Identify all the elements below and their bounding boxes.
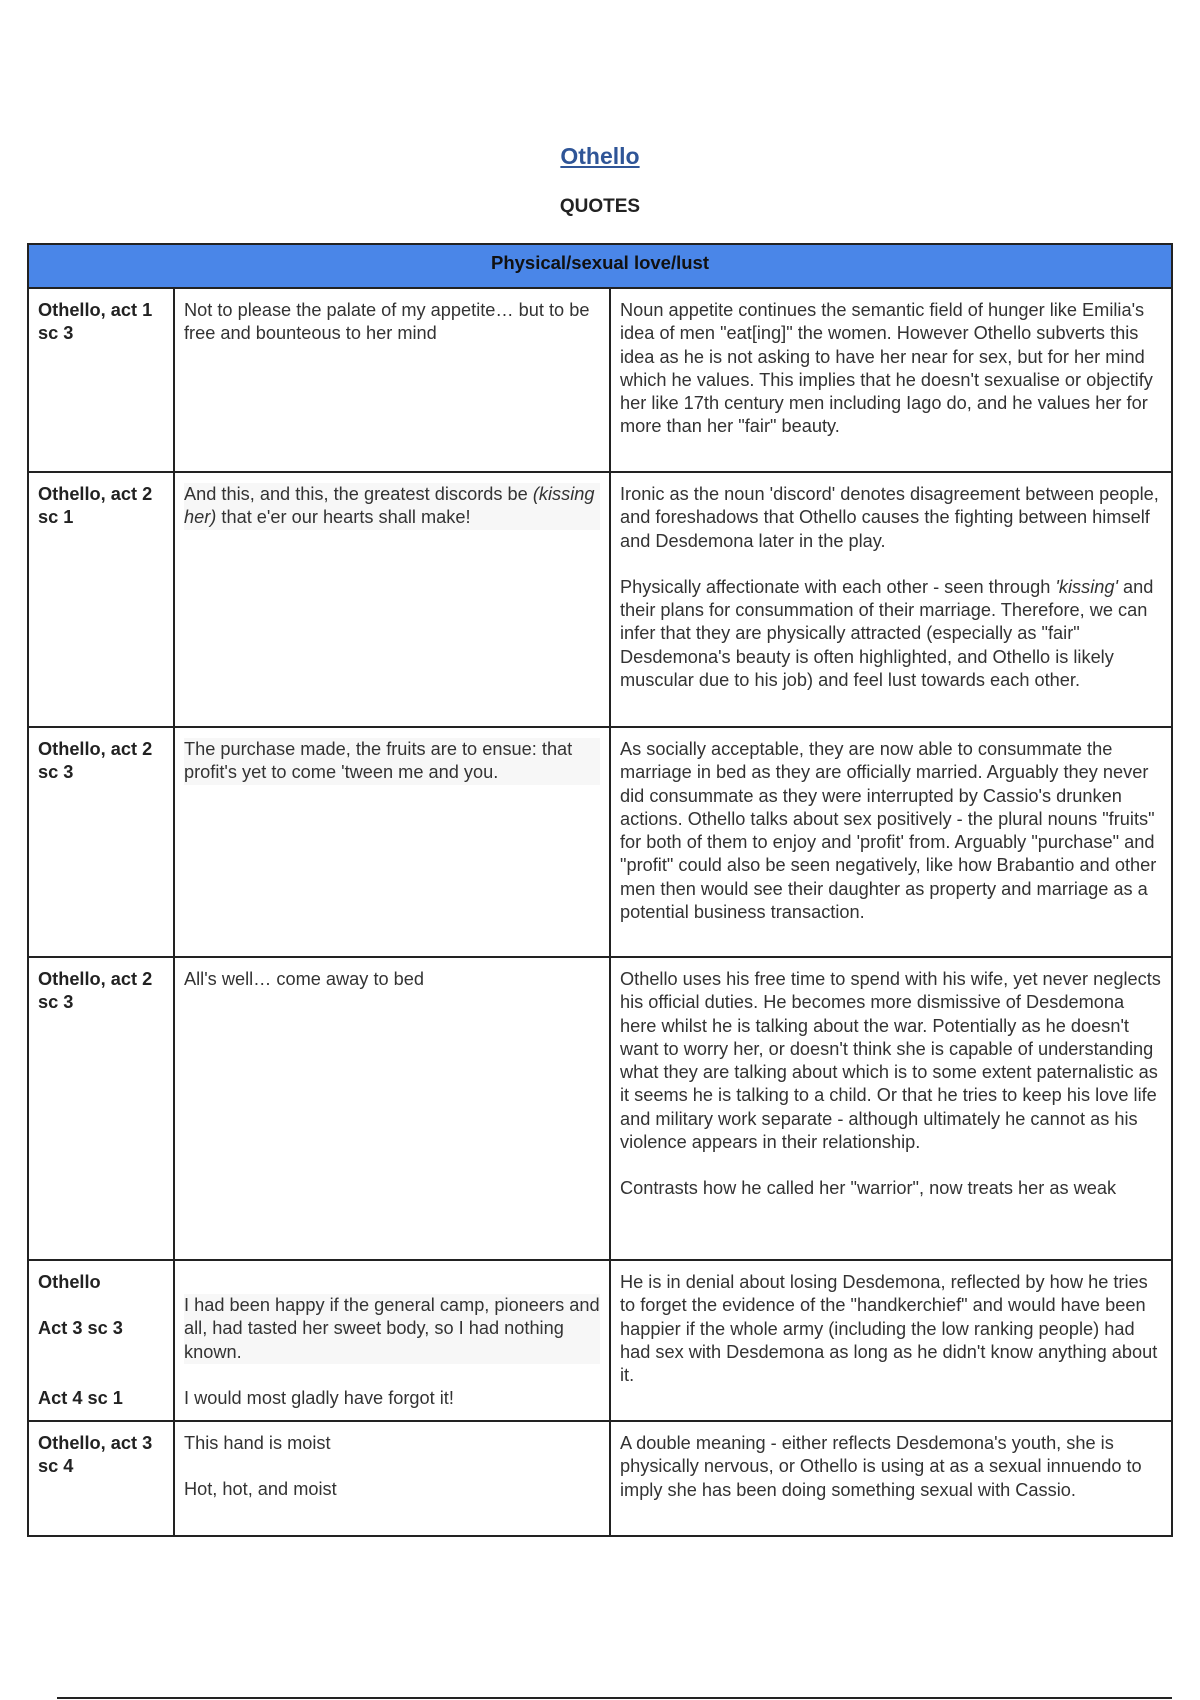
table-row (28, 288, 1172, 472)
quote-text: The purchase made, the fruits are to ensue: that profit's yet to come 'tween me and you. (184, 738, 600, 785)
table-header-row (28, 244, 1172, 288)
bottom-divider (57, 1697, 1172, 1699)
reference-cell (28, 1260, 174, 1421)
table-header: Physical/sexual love/lust (28, 244, 1172, 288)
reference-line: Othello (38, 1272, 101, 1292)
analysis-cell: Noun appetite continues the semantic field of hunger like Emilia's idea of men "eat[ing]" the women. However Othello subverts this idea as he is not asking to have her near for sex, but for her mind which he values. This implies that he doesn't sexualise or objectify her like 17th century men including Iago do, and he values her for more than her "fair" beauty. (610, 288, 1172, 472)
reference-cell: Othello, act 1 sc 3 (28, 288, 174, 472)
analysis-paragraph: Ironic as the noun 'discord' denotes disagreement between people, and foreshadows that Othello causes the fighting between himself and Desdemona later in the play. (620, 484, 1159, 551)
quote-cell (174, 472, 610, 727)
analysis-part: Physically affectionate with each other - seen through (620, 576, 1051, 597)
analysis-paragraph (620, 576, 1162, 692)
reference-cell: Othello, act 3 sc 4 (28, 1421, 174, 1536)
quote-cell (174, 727, 610, 957)
document-subtitle: QUOTES (559, 196, 641, 217)
document-title[interactable]: Othello (560, 143, 640, 169)
analysis-emphasis: 'kissing' (1055, 576, 1118, 597)
quote-cell (174, 1260, 610, 1421)
table-row (28, 1260, 1172, 1421)
analysis-paragraph: Othello uses his free time to spend with his wife, yet never neglects his official duties. He becomes more dismissive of Desdemona here whilst he is talking about the war. Potentially as he doesn't want to worry her, or doesn't think she is capable of understanding what they are talking about which is to some extent paternalistic as it seems he is talking to a child. Or that he tries to keep his love life and military work separate - although ultimately he cannot as his violence appears in their relationship. (620, 969, 1161, 1153)
table-row (28, 1421, 1172, 1536)
quote-part: that e'er our hearts shall make! (221, 507, 471, 528)
quote-text: I had been happy if the general camp, pioneers and all, had tasted her sweet body, so I had nothing known. (184, 1294, 600, 1364)
quote-cell: All's well… come away to bed (174, 957, 610, 1260)
reference-cell: Othello, act 2 sc 3 (28, 957, 174, 1260)
quote-cell (174, 1421, 610, 1536)
reference-cell: Othello, act 2 sc 3 (28, 727, 174, 957)
stage-direction: (kissing her) (184, 484, 595, 528)
analysis-cell (610, 472, 1172, 727)
quotes-table (27, 243, 1173, 1537)
table-row (28, 957, 1172, 1260)
quote-text: This hand is moist (184, 1433, 331, 1453)
analysis-cell: As socially acceptable, they are now able to consummate the marriage in bed as they are officially married. Arguably they never did consummate as they were interrupted by Cassio's drunken actions. Othello talks about sex positively - the plural nouns "fruits" for both of them to enjoy and 'profit' from. Arguably "purchase" and "profit" could also be seen negatively, like how Brabantio and other men then would see their daughter as property and marriage as a potential business transaction. (610, 727, 1172, 957)
table-row (28, 472, 1172, 727)
quote-text: Hot, hot, and moist (184, 1479, 337, 1500)
analysis-cell: He is in denial about losing Desdemona, reflected by how he tries to forget the evidence of the "handkerchief" and would have been happier if the whole army (including the low ranking people) had had sex with Desdemona as long as he didn't know anything about it. (610, 1260, 1172, 1421)
analysis-part: and their plans for consummation of their marriage. Therefore, we can infer that they are physically attracted (especially as "fair" Desdemona's beauty is often highlighted, and Othello is likely muscular due to his job) and feel lust towards each other. (620, 576, 1154, 691)
reference-line: Act 3 sc 3 (38, 1318, 123, 1339)
analysis-cell: A double meaning - either reflects Desdemona's youth, she is physically nervous, or Othello is using at as a sexual innuendo to imply she has been doing something sexual with Cassio. (610, 1421, 1172, 1536)
analysis-paragraph: Contrasts how he called her "warrior", now treats her as weak (620, 1178, 1117, 1199)
reference-cell: Othello, act 2 sc 1 (28, 472, 174, 727)
quote-part: And this, and this, the greatest discords be (184, 484, 528, 504)
quote-text: I would most gladly have forgot it! (184, 1387, 454, 1408)
table-row (28, 727, 1172, 957)
quote-text (184, 483, 600, 530)
analysis-cell (610, 957, 1172, 1260)
reference-line: Act 4 sc 1 (38, 1387, 123, 1408)
quote-cell: Not to please the palate of my appetite… but to be free and bounteous to her mind (174, 288, 610, 472)
